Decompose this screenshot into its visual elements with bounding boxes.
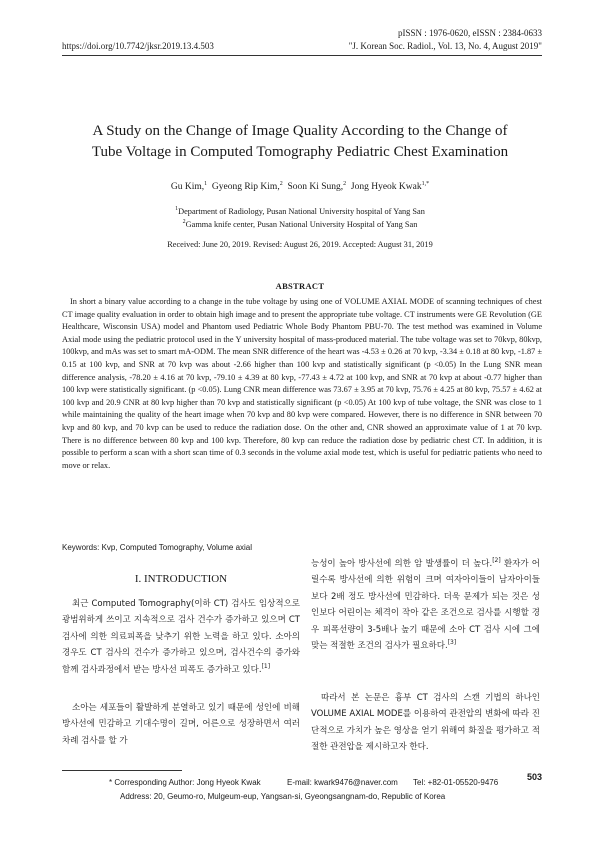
affiliation-1: $^1$Department of Radiology, Pusan National University hospital of Yang San bbox=[175, 206, 425, 216]
footnote-rule bbox=[62, 770, 182, 771]
corresponding-author: * Corresponding Author: Jong Hyeok Kwak bbox=[109, 778, 261, 787]
page-number: 503 bbox=[526, 772, 542, 782]
title-line-1: A Study on the Change of Image Quality According to the Change of bbox=[92, 123, 508, 139]
author: Gu Kim,$^1$ bbox=[170, 181, 208, 193]
intro-paragraph-2-continued: 능성이 높아 방사선에 의한 암 발생률이 더 높다.[2] 환자가 어릴수록 방사선에 의한 위험이 크며 여자아이들이 남자아이들 보다 2배 정도 방사선에 민감하다. 더욱 문제가 되는 것은 성인보다 어린이는 체격이 작아 같은 조건으로 검사를 시행할 경우 피폭선량이 3-5배나 높기 때문에 소아 CT 검사 시에 그에 맞는 적절한 조건의 검사가 필요하다.[3] bbox=[311, 557, 540, 652]
author-address: Address: 20, Geumo-ro, Mulgeum-eup, Yangsan-si, Gyeongsangnam-do, Republic of Korea bbox=[120, 792, 446, 801]
author: Gyeong Rip Kim,$^2$ bbox=[211, 181, 283, 193]
abstract-heading: ABSTRACT bbox=[275, 281, 325, 291]
author: Jong Hyeok Kwak$^{1,*}$ bbox=[350, 181, 430, 193]
citation[interactable]: [1] bbox=[261, 662, 271, 670]
header-rule bbox=[62, 55, 542, 56]
intro-paragraph-1: 최근 Computed Tomography(이하 CT) 검사도 임상적으로 광범위하게 쓰이고 지속적으로 검사 건수가 증가하고 있으며 CT 검사에 의한 의료피폭을 낮추기 위한 노력을 하고 있다. 소아의 경우도 CT 검사의 건수가 증가하고 있으며, 검사건수의 증가와 함께 검사과정에서 받는 방사선 피폭도 증가하고 있다.[1] bbox=[62, 599, 300, 675]
journal-citation: "J. Korean Soc. Radiol., Vol. 13, No. 4, August 2019" bbox=[348, 41, 542, 51]
intro-paragraph-2: 소아는 세포들이 활발하게 분열하고 있기 때문에 성인에 비해 방사선에 민감하고 기대수명이 길며, 어른으로 성장하면서 여러 차례 검사를 할 가 bbox=[62, 703, 300, 746]
author: Soon Ki Sung,$^2$ bbox=[287, 181, 347, 193]
submission-dates: Received: June 20, 2019. Revised: August 26, 2019. Accepted: August 31, 2019 bbox=[167, 240, 433, 249]
section-heading-introduction: I. INTRODUCTION bbox=[134, 573, 228, 585]
keywords: Keywords: Kvp, Computed Tomography, Volume axial bbox=[62, 543, 253, 552]
citation[interactable]: [2] bbox=[492, 557, 501, 565]
author-email[interactable]: E-mail: kwark9476@naver.com bbox=[287, 778, 398, 787]
intro-paragraph-3: 따라서 본 논문은 흉부 CT 검사의 스캔 기법의 하나인 VOLUME AXIAL MODE를 이용하여 관전압의 변화에 따라 진단적으로 가치가 높은 영상을 얻기 위해여 화질을 평가하고 적절한 관전압을 제시하고자 한다. bbox=[311, 693, 540, 753]
affiliation-2: $^2$Gamma knife center, Pusan National University Hospital of Yang San bbox=[182, 219, 418, 229]
paper-title bbox=[20, 121, 580, 163]
abstract-body: In short a binary value according to a change in the tube voltage by using one of VOLUME AXIAL MODE of scanning techniques of chest CT image quality evaluation in order to obtain high image and to present the appropriate tube voltage. CT instruments were GE Revolution (GE Healthcare, Wisconsin USA) model and Phantom used Pediatric Whole Body Phantom PBU-70. The test method was examined in Volume Axial mode using the pediatric protocol used in the Y university hospital of mass-produced material. The tube voltage was set to 70kvp, 80kvp, 100kvp, and mAs was set to smart mA-ODM. The mean SNR difference of the heart was -4.53 ± 0.26 at 70 kvp, -3.34 ± 0.18 at 80 kvp, -1.87 ± 0.15 at 100 kvp, and SNR at 70 kvp was about -2.66 higher than 100 kvp and statistically significant (p <0.05) In the Lung SNR mean difference analysis, -78.20 ± 4.16 at 70 kvp, -79.10 ± 4.39 at 80 kvp, -77.43 ± 4.72 at 100 kvp, and SNR at 70 kvp at about -0.77 higher than 100 kvp were statistically significant. (p <0.05). Lung CNR mean difference was 73.67 ± 3.95 at 70 kvp, 75.76 ± 4.25 at 80 kvp, 75.57 ± 4.62 at 100 kvp and 20.9 CNR at 80 kvp higher than 70 kvp and statistically significant (p <0.05) At 100 kvp of tube voltage, the SNR was close to 1 while maintaining the quality of the heart image when 70 kvp and 80 kvp were compared. However, there is no difference in SNR between 70 kvp and 80 kvp, and 70 kvp can be used to reduce the radiation dose. On the other and, CNR showed an approximate value of 1 at 70 kvp. There is no difference between 80 kvp and 100 kvp. Therefore, 80 kvp can reduce the radiation dose by pediatric chest CT. In addition, it is possible to perform a scan with a short scan time of 0.3 seconds in the volume axial mode test, which is useful for pediatric patients who need to move or relax. bbox=[62, 297, 542, 470]
title-line-2: Tube Voltage in Computed Tomography Pediatric Chest Examination bbox=[91, 144, 509, 160]
citation[interactable]: [3] bbox=[447, 639, 457, 647]
issn-line: pISSN : 1976-0620, eISSN : 2384-0633 bbox=[397, 28, 542, 38]
doi-link[interactable]: https://doi.org/10.7742/jksr.2019.13.4.503 bbox=[62, 41, 214, 51]
author-tel: Tel: +82-01-05520-9476 bbox=[413, 778, 499, 787]
author-list bbox=[0, 181, 600, 192]
